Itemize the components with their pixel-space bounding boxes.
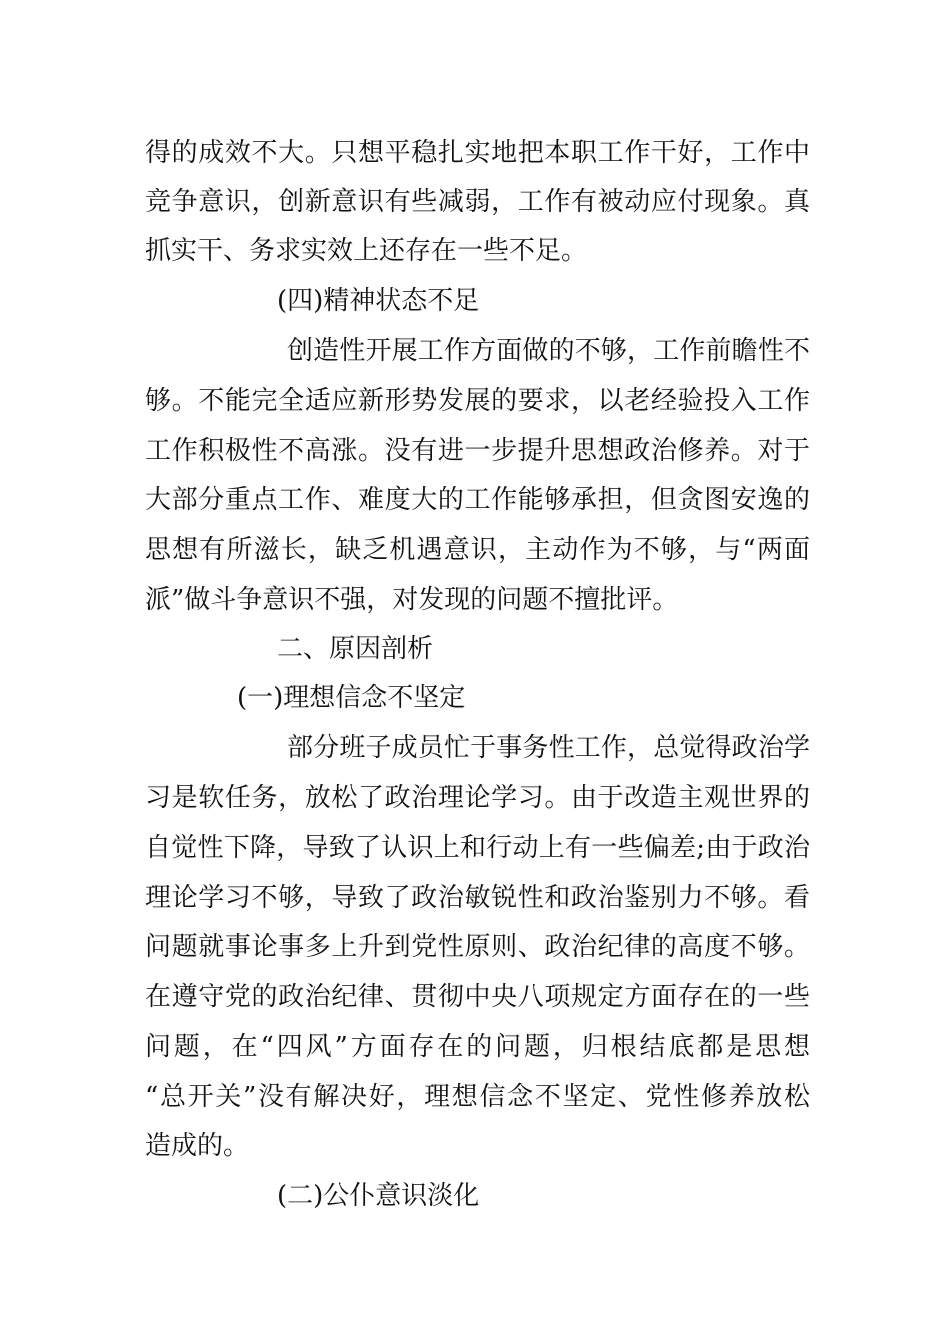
paragraph-line: 自觉性下降，导致了认识上和行动上有一些偏差;由于政治 [145, 833, 810, 863]
paragraph-line: 创造性开展工作方面做的不够，工作前瞻性不 [287, 336, 810, 366]
paragraph-line: 竞争意识，创新意识有些减弱，工作有被动应付现象。真 [145, 187, 810, 217]
paragraph-line: 在遵守党的政治纪律、贯彻中央八项规定方面存在的一些 [145, 982, 810, 1012]
paragraph-line: 习是软任务，放松了政治理论学习。由于改造主观世界的 [145, 783, 810, 813]
section-heading: (二)公仆意识淡化 [277, 1181, 480, 1211]
paragraph-line: 问题就事论事多上升到党性原则、政治纪律的高度不够。 [145, 932, 810, 962]
paragraph-line: 得的成效不大。只想平稳扎实地把本职工作干好，工作中 [145, 138, 810, 168]
paragraph-line: “总开关”没有解决好，理想信念不坚定、党性修养放松 [145, 1082, 810, 1112]
section-heading: (一)理想信念不坚定 [237, 683, 466, 713]
paragraph-line: 思想有所滋长，缺乏机遇意识，主动作为不够，与“两面 [145, 535, 810, 565]
paragraph-line: 部分班子成员忙于事务性工作，总觉得政治学 [287, 733, 810, 763]
section-heading: 二、原因剖析 [277, 634, 434, 664]
paragraph-line: 大部分重点工作、难度大的工作能够承担，但贪图安逸的 [145, 485, 810, 515]
paragraph-line: 派”做斗争意识不强，对发现的问题不擅批评。 [145, 585, 679, 615]
paragraph-line: 理论学习不够，导致了政治敏锐性和政治鉴别力不够。看 [145, 883, 810, 913]
paragraph-line: 够。不能完全适应新形势发展的要求，以老经验投入工作 [145, 386, 810, 416]
paragraph-line: 工作积极性不高涨。没有进一步提升思想政治修养。对于 [145, 436, 810, 466]
paragraph-line: 问题，在“四风”方面存在的问题，归根结底都是思想 [145, 1032, 810, 1062]
section-heading: (四)精神状态不足 [277, 286, 480, 316]
paragraph-line: 造成的。 [145, 1131, 250, 1161]
paragraph-line: 抓实干、务求实效上还存在一些不足。 [145, 236, 588, 266]
